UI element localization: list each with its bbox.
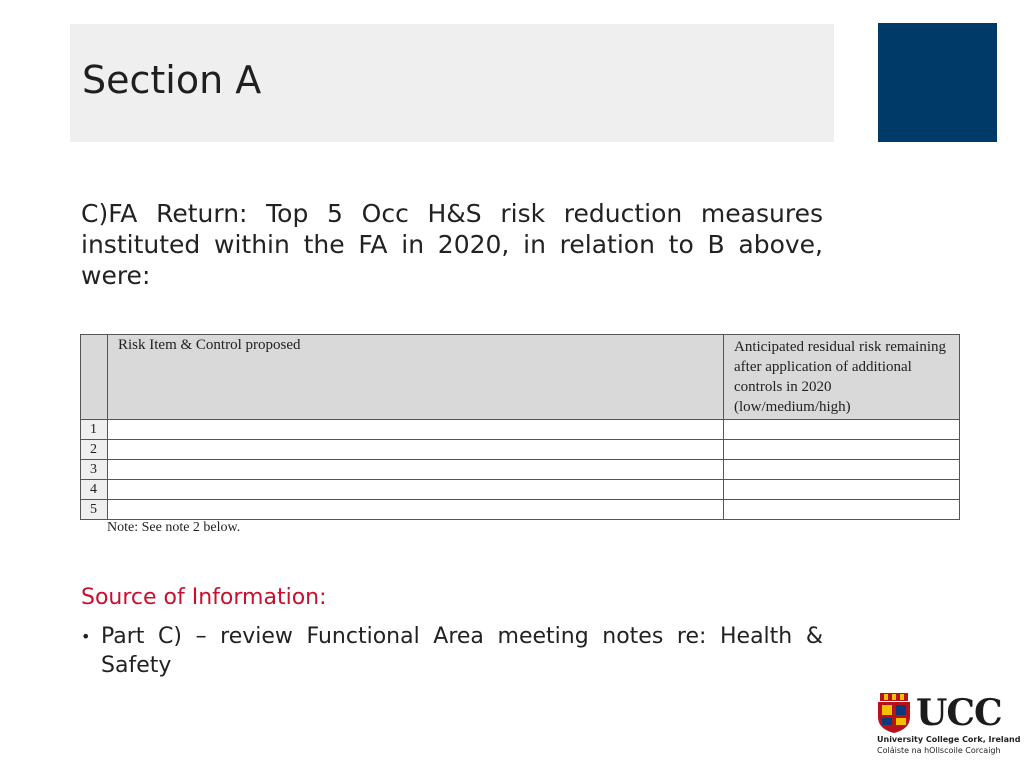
logo-line-2: Coláiste na hOllscoile Corcaigh: [877, 746, 1001, 755]
table-row: [81, 480, 960, 500]
logo-line-1: University College Cork, Ireland: [877, 735, 1021, 744]
table-header-row: [81, 335, 960, 420]
source-heading: Source of Information:: [81, 585, 327, 610]
row-residual-cell: [724, 420, 960, 440]
table-note: Note: See note 2 below.: [107, 520, 241, 535]
row-residual-cell: [724, 500, 960, 520]
row-risk-item-cell: [108, 500, 724, 520]
row-risk-item-cell: [108, 420, 724, 440]
row-residual-cell: [724, 440, 960, 460]
table-row: [81, 460, 960, 480]
row-residual-cell: [724, 460, 960, 480]
ucc-logo: [876, 692, 1021, 757]
page-title: Section A: [82, 58, 262, 102]
row-number: 3: [81, 460, 108, 480]
intro-text: C)FA Return: Top 5 Occ H&S risk reduction measures instituted within the FA in 2020, in relation to B above, were:: [81, 199, 823, 290]
row-number: 4: [81, 480, 108, 500]
table-row: [81, 500, 960, 520]
row-number: 5: [81, 500, 108, 520]
row-risk-item-cell: [108, 460, 724, 480]
source-bullet-list: [81, 622, 823, 680]
row-risk-item-cell: [108, 440, 724, 460]
logo-wordmark: UCC: [916, 692, 1002, 734]
risk-table: [80, 334, 960, 520]
list-item: [81, 622, 823, 680]
bullet-icon: •: [81, 627, 91, 646]
table-row: [81, 440, 960, 460]
header-residual-risk: Anticipated residual risk remaining after application of additional controls in 2020 (low/medium/high): [724, 335, 960, 420]
accent-block: [878, 23, 997, 142]
row-number: 2: [81, 440, 108, 460]
table-row: [81, 420, 960, 440]
header-risk-item: Risk Item & Control proposed: [108, 335, 724, 420]
ucc-crest-icon: [876, 693, 912, 733]
title-bar: [70, 24, 834, 142]
list-item-text: Part C) – review Functional Area meeting notes re: Health & Safety: [101, 624, 823, 678]
row-risk-item-cell: [108, 480, 724, 500]
row-residual-cell: [724, 480, 960, 500]
row-number: 1: [81, 420, 108, 440]
header-number: [81, 335, 108, 420]
